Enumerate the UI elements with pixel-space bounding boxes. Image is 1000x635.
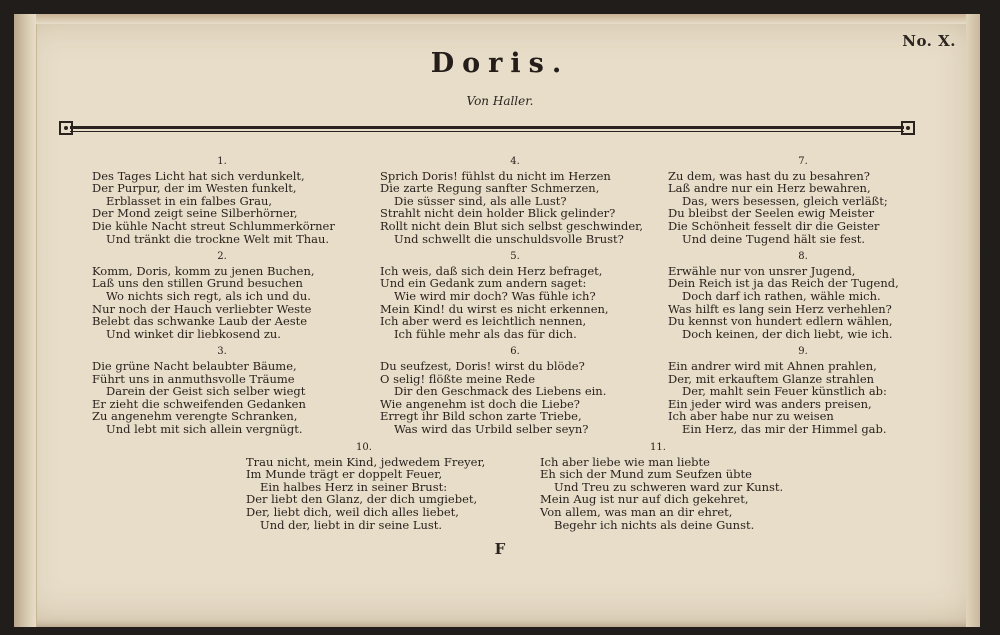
- verse-line: Führt uns in anmuthsvolle Träume: [92, 371, 295, 386]
- verse-line: Wo nichts sich regt, als ich und du.: [106, 288, 311, 303]
- stanza-number: 9.: [798, 346, 808, 358]
- verse-line: Erblasset in ein falbes Grau,: [106, 193, 273, 208]
- verse-line: Zu dem, was hast du zu besahren?: [668, 168, 870, 183]
- page-number: No. X.: [902, 32, 956, 50]
- verse-line: Wie angenehm ist doch die Liebe?: [380, 396, 580, 411]
- page-top-edge: [36, 14, 966, 24]
- stanza-number: 5.: [510, 251, 520, 263]
- verse-line: Und Treu zu schweren ward zur Kunst.: [554, 479, 784, 494]
- column-middle: [380, 156, 650, 441]
- stanza-4: [380, 156, 650, 245]
- verse-line: Die kühle Nacht streut Schlummerkörner: [92, 218, 335, 233]
- verse-line: Der Mond zeigt seine Silberhörner,: [92, 206, 298, 221]
- verse-line: Der, liebt dich, weil dich alles liebet,: [246, 504, 459, 519]
- verse-line: Ich fühle mehr als das für dich.: [394, 326, 577, 341]
- verse-line: Du kennst von hundert edlern wählen,: [668, 314, 893, 329]
- stanza-number: 3.: [217, 346, 227, 358]
- verse-line: Belebt das schwanke Laub der Aeste: [92, 314, 308, 329]
- verse-line: Rollt nicht dein Blut sich selbst geschwinder,: [380, 218, 644, 233]
- verse-line: Des Tages Licht hat sich verdunkelt,: [92, 168, 305, 183]
- verse-line: Darein der Geist sich selber wiegt: [106, 384, 306, 399]
- verse-line: Dir den Geschmack des Liebens ein.: [394, 384, 607, 399]
- stanza-number: 8.: [798, 251, 808, 263]
- verse-line: Strahlt nicht dein holder Blick gelinder?: [380, 206, 616, 221]
- verse-line: Ich aber habe nur zu weisen: [668, 409, 834, 424]
- stanza-number: 1.: [217, 156, 227, 167]
- column-right: [668, 156, 938, 441]
- verse-line: Trau nicht, mein Kind, jedwedem Freyer,: [246, 454, 486, 469]
- stanza-9: [668, 346, 938, 435]
- stanza-number: 2.: [217, 251, 227, 263]
- verse-line: Und ein Gedank zum andern saget:: [380, 276, 587, 291]
- verse-line: Mein Kind! du wirst es nicht erkennen,: [380, 301, 609, 316]
- verse-line: Begehr ich nichts als deine Gunst.: [554, 517, 755, 532]
- verse-line: Du seufzest, Doris! wirst du blöde?: [380, 358, 585, 373]
- signature-mark: F: [494, 540, 506, 558]
- verse-line: Die Schönheit fesselt dir die Geister: [668, 218, 880, 233]
- verse-line: Die grüne Nacht belaubter Bäume,: [92, 358, 297, 373]
- stanza-10: [246, 442, 516, 531]
- verse-line: Du bleibst der Seelen ewig Meister: [668, 206, 875, 221]
- verse-line: Erwähle nur von unsrer Jugend,: [668, 263, 856, 278]
- stanza-1: [92, 156, 352, 245]
- column-left: [92, 156, 352, 441]
- verse-line: Im Munde trägt er doppelt Feuer,: [246, 467, 443, 482]
- verse-line: Doch keinen, der dich liebt, wie ich.: [682, 326, 893, 341]
- verse-line: Er zieht die schweifenden Gedanken: [92, 396, 306, 411]
- verse-line: Zu angenehm verengte Schranken,: [92, 409, 298, 424]
- stanza-11: [540, 442, 810, 531]
- verse-line: Ich weis, daß sich dein Herz befraget,: [380, 263, 603, 278]
- verse-line: Eh sich der Mund zum Seufzen übte: [540, 467, 752, 482]
- verse-line: Ein jeder wird was anders preisen,: [668, 396, 872, 411]
- verse-line: Der, mahlt sein Feuer künstlich ab:: [682, 384, 887, 399]
- verse-line: Und tränkt die trockne Welt mit Thau.: [106, 231, 330, 246]
- verse-line: Und lebt mit sich allein vergnügt.: [106, 421, 303, 436]
- verse-line: Nur noch der Hauch verliebter Weste: [92, 301, 312, 316]
- verse-line: Der, mit erkauftem Glanze strahlen: [668, 371, 875, 386]
- verse-line: Und deine Tugend hält sie fest.: [682, 231, 865, 246]
- stanza-7: [668, 156, 938, 245]
- verse-line: Laß uns den stillen Grund besuchen: [92, 276, 303, 291]
- verse-line: Wie wird mir doch? Was fühle ich?: [394, 288, 596, 303]
- verse-line: Ein halbes Herz in seiner Brust:: [260, 479, 448, 494]
- stanza-5: [380, 251, 650, 340]
- stanza-number: 11.: [650, 442, 666, 453]
- verse-line: Die zarte Regung sanfter Schmerzen,: [380, 181, 600, 196]
- verse-line: Und winket dir liebkosend zu.: [106, 326, 281, 341]
- verse-line: Dein Reich ist ja das Reich der Tugend,: [668, 276, 899, 291]
- verse-line: Was wird das Urbild selber seyn?: [394, 421, 589, 436]
- stanza-2: [92, 251, 352, 340]
- verse-line: Der liebt den Glanz, der dich umgiebet,: [246, 492, 478, 507]
- verse-line: O selig! flößte meine Rede: [380, 371, 536, 386]
- verse-line: Das, wers besessen, gleich verläßt;: [682, 193, 888, 208]
- verse-line: Doch darf ich rathen, wähle mich.: [682, 288, 881, 303]
- column-bottom-right: [540, 442, 810, 537]
- verse-line: Erregt ihr Bild schon zarte Triebe,: [380, 409, 582, 424]
- stanza-number: 6.: [510, 346, 520, 358]
- stanza-number: 7.: [798, 156, 808, 167]
- verse-line: Die süsser sind, als alle Lust?: [394, 193, 567, 208]
- verse-line: Von allem, was man an dir ehret,: [540, 504, 733, 519]
- verse-line: Komm, Doris, komm zu jenen Buchen,: [92, 263, 315, 278]
- verse-line: Und schwellt die unschuldsvolle Brust?: [394, 231, 624, 246]
- verse-line: Mein Aug ist nur auf dich gekehret,: [540, 492, 749, 507]
- verse-line: Laß andre nur ein Herz bewahren,: [668, 181, 871, 196]
- poem-author: Von Haller.: [466, 94, 534, 108]
- verse-line: Ein Herz, das mir der Himmel gab.: [682, 421, 887, 436]
- stanza-8: [668, 251, 938, 340]
- poem-title: Doris.: [430, 48, 570, 79]
- stanza-number: 10.: [356, 442, 372, 453]
- column-bottom-left: [246, 442, 516, 537]
- stanza-3: [92, 346, 352, 435]
- ornamental-rule: [58, 118, 916, 140]
- stanza-number: 4.: [510, 156, 520, 167]
- verse-line: Was hilft es lang sein Herz verhehlen?: [668, 301, 892, 316]
- verse-line: Der Purpur, der im Westen funkelt,: [92, 181, 297, 196]
- verse-line: Und der, liebt in dir seine Lust.: [260, 517, 443, 532]
- verse-line: Ein andrer wird mit Ahnen prahlen,: [668, 358, 877, 373]
- verse-line: Sprich Doris! fühlst du nicht im Herzen: [380, 168, 611, 183]
- verse-line: Ich aber liebe wie man liebte: [540, 454, 710, 469]
- verse-line: Ich aber werd es leichtlich nennen,: [380, 314, 587, 329]
- stanza-6: [380, 346, 650, 435]
